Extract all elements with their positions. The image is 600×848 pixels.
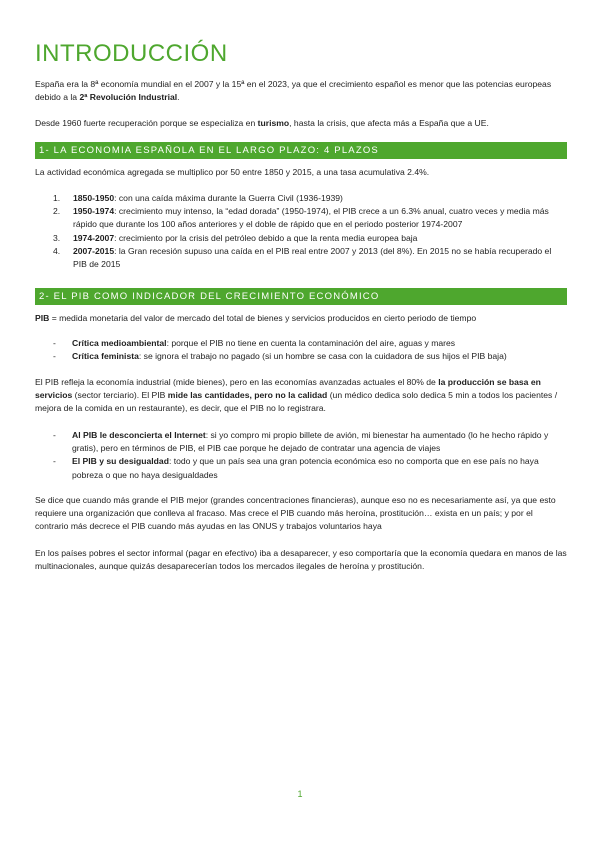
pib-points-list xyxy=(35,429,567,482)
page-number: 1 xyxy=(297,789,303,799)
list-item: 4. 2007-2015: la Gran recesión supuso una caída en el PIB real entre 2007 y 2013 (del 8%). En 2015 no se había recuperado el PIB de 2015 xyxy=(53,245,552,270)
intro-text: Desde 1960 fuerte recuperación porque se especializa en xyxy=(35,118,258,128)
pib-definition: PIB = medida monetaria del valor de mercado del total de bienes y servicios producidos en cierto periodo de tiempo xyxy=(35,313,477,323)
intro-text-end: , hasta la crisis, que afecta más a España que a UE. xyxy=(289,118,489,128)
list-item: - El PIB y su desigualdad: todo y que un país sea una gran potencia económica eso no comporta que en ese país no haya pobreza o que no haya desigualdades xyxy=(53,456,539,480)
informal-sector-paragraph: En los países pobres el sector informal (pagar en efectivo) iba a desaparecer, y eso comportaría que la economía quedara en manos de las multinacionales, aunque quizás desaparecerían todos los mercados ilegales de heroína y prostitución. xyxy=(35,548,567,572)
intro-paragraph-1 xyxy=(35,78,567,104)
list-item: 3. 1974-2007: crecimiento por la crisis del petróleo debido a que la renta media europea baja xyxy=(53,232,418,243)
intro-text: España era la 8ª economía mundial en el 2007 y la 15ª en el 2023, ya que el crecimiento español es menor que las potencias europeas debido a la xyxy=(35,79,552,103)
list-item: - Crítica medioambiental: porque el PIB no tiene en cuenta la contaminación del aire, aguas y mares xyxy=(53,338,456,348)
intro-text-end: . xyxy=(177,92,180,103)
list-item: 1. 1850-1950: con una caída máxima durante la Guerra Civil (1936-1939) xyxy=(53,193,343,203)
section-1-heading: 1- LA ECONOMIA ESPAÑOLA EN EL LARGO PLAZO: 4 PLAZOS xyxy=(35,142,567,159)
page-title: INTRODUCCIÓN xyxy=(35,40,228,67)
intro-bold: 2ª Revolución Industrial xyxy=(79,92,178,103)
intro-paragraph-2 xyxy=(35,117,567,130)
list-item: - Al PIB le desconcierta el Internet: si yo compro mi propio billete de avión, mi bienestar ha aumentado (lo he hecho rápido y gratis), pero en términos de PIB, el PIB cae porque he dejado de contratar una agencia de viajes xyxy=(53,430,549,454)
period-list xyxy=(35,192,567,271)
pib-industrial-paragraph: El PIB refleja la economía industrial (mide bienes), pero en las economías avanzadas actuales el 80% de la producción se basa en servicios (sector terciario). El PIB mide las cantidades, pero no la calidad (un médico dedica solo dedica 5 min a todos los pacientes / mejora de la comida en un restaurante), es decir, que el PIB no lo registrara. xyxy=(35,377,558,414)
section-2-heading: 2- EL PIB COMO INDICADOR DEL CRECIMIENTO ECONÓMICO xyxy=(35,288,567,305)
intro-bold: turismo xyxy=(257,118,290,128)
pib-size-paragraph: Se dice que cuando más grande el PIB mejor (grandes concentraciones financieras), aunque eso no es necesariamente así, ya que esto requiere una organización que conlleva al fracaso. Mas crece el PIB cuando más heroína, prostitución… exista en un país; y por el contrario más decrece el PIB cuando más ayudas en las ONUS y trabajos voluntarios haya xyxy=(35,495,556,532)
section-1-intro: La actividad económica agregada se multiplico por 50 entre 1850 y 2015, a una tasa acumulativa 2.4%. xyxy=(35,167,430,177)
list-item: 2. 1950-1974: crecimiento muy intenso, la “edad dorada” (1950-1974), el PIB crece a un 6.3% anual, cuatro veces y media más rápido que durante los 100 años anteriores y el doble de rápido que en el periodo posterior 1974-2007 xyxy=(53,206,549,230)
list-item: - Crítica feminista: se ignora el trabajo no pagado (si un hombre se casa con la cuidadora de sus hijos el PIB baja) xyxy=(53,351,507,362)
critique-list xyxy=(35,337,567,363)
